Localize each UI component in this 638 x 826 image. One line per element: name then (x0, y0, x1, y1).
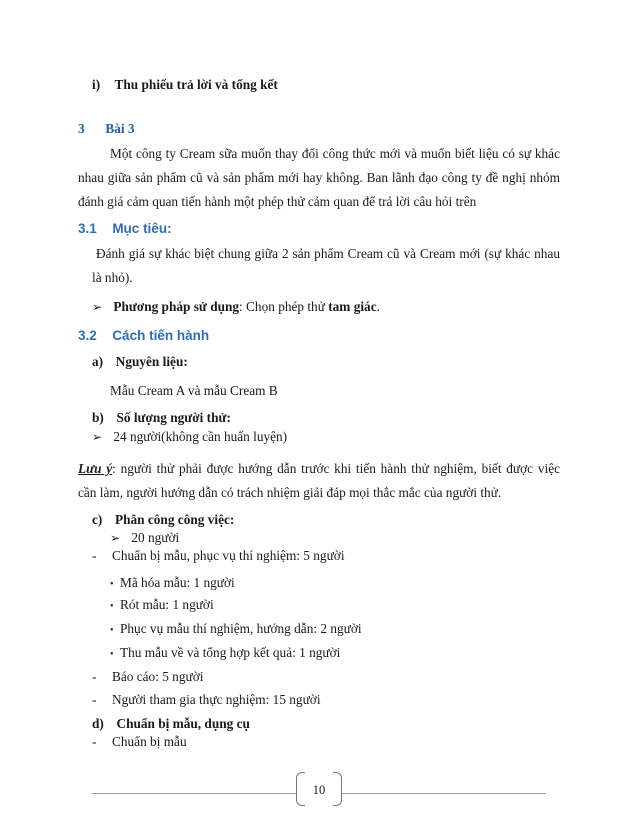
item-b-heading (92, 410, 231, 426)
item-c-total: 20 người (131, 530, 180, 545)
method-end: . (376, 299, 380, 314)
item-b-line (92, 429, 287, 445)
item-d-marker: d) (92, 716, 104, 731)
item-d-heading (92, 716, 250, 732)
dash-bullet: - (92, 669, 97, 684)
section-3-1-title: Mục tiêu: (112, 221, 172, 236)
objective-line-2: là nhỏ). (92, 270, 133, 285)
item-c-participants: Người tham gia thực nghiệm: 15 người (112, 692, 321, 707)
method-label: Phương pháp sử dụng (113, 299, 240, 314)
item-c-total-line (110, 530, 179, 546)
intro-line-3: đánh giá cảm quan tiến hành một phép thử cảm quan để trả lời câu hỏi trên (78, 194, 477, 209)
section-3-2-number: 3.2 (78, 328, 97, 343)
objective-line-1: Đánh giá sự khác biệt chung giữa 2 sản phẩm Cream cũ và Cream mới (sự khác nhau (96, 246, 560, 261)
arrow-bullet-icon: ➢ (92, 300, 103, 314)
page-number: 10 (312, 783, 326, 797)
section-3-2-heading (78, 328, 209, 344)
section-i-title: Thu phiếu trả lời và tổng kết (114, 77, 278, 92)
list-item-text: Mã hóa mẫu: 1 người (120, 575, 235, 590)
list-item (110, 645, 340, 663)
section-3-heading (78, 121, 135, 137)
section-3-1-number: 3.1 (78, 221, 97, 236)
dash-bullet: - (92, 548, 97, 563)
item-c-prep: Chuẩn bị mẫu, phục vụ thí nghiệm: 5 người (112, 548, 345, 563)
item-d-title: Chuẩn bị mẫu, dụng cụ (116, 716, 250, 731)
section-3-title: Bài 3 (105, 121, 135, 136)
section-i-heading (92, 77, 278, 93)
item-d-line (92, 734, 187, 750)
item-c-report-line (92, 669, 203, 685)
note-line-2: cần làm, người hướng dẫn có trách nhiệm giải đáp mọi thắc mắc của người thử. (78, 485, 502, 500)
item-c-heading (92, 512, 234, 528)
item-c-prep-line (92, 548, 345, 564)
arrow-bullet-icon: ➢ (92, 430, 103, 444)
item-a-title: Nguyên liệu: (115, 354, 188, 369)
item-c-participants-line (92, 692, 321, 708)
item-a-heading (92, 354, 188, 370)
dash-bullet: - (92, 692, 97, 707)
item-c-marker: c) (92, 512, 103, 527)
method-line (92, 299, 380, 315)
method-emph: tam giác (328, 299, 377, 314)
list-item (110, 621, 362, 639)
item-d-content: Chuẩn bị mẫu (112, 734, 187, 749)
item-b-content: 24 người(không cần huấn luyện) (113, 429, 288, 444)
list-item-text: Rót mẫu: 1 người (120, 597, 214, 612)
list-item (110, 597, 214, 615)
intro-line-2: nhau giữa sản phẩm cũ và sản phẩm mới hay không. Ban lãnh đạo công ty đề nghị nhóm (78, 170, 560, 185)
list-item-text: Phục vụ mẫu thí nghiệm, hướng dẫn: 2 người (120, 621, 362, 636)
list-item (110, 575, 235, 593)
list-item-text: Thu mẫu về và tổng hợp kết quả: 1 người (120, 645, 341, 660)
note-label: Lưu ý (78, 461, 113, 476)
bullet-dot-icon: • (110, 649, 114, 660)
intro-line-1: Một công ty Cream sữa muốn thay đổi công thức mới và muốn biết liệu có sự khác (110, 146, 560, 161)
arrow-bullet-icon: ➢ (110, 531, 121, 545)
item-b-title: Số lượng người thử: (116, 410, 231, 425)
dash-bullet: - (92, 734, 97, 749)
item-c-report: Báo cáo: 5 người (112, 669, 204, 684)
page-number-box (296, 772, 342, 806)
section-3-1-heading (78, 221, 172, 237)
item-a-marker: a) (92, 354, 104, 369)
section-3-2-title: Cách tiến hành (112, 328, 210, 343)
note-text-1: : người thử phải được hướng dẫn trước khi tiến hành thử nghiệm, biết được việc (112, 461, 560, 476)
method-text: : Chọn phép thử (239, 299, 329, 314)
bullet-dot-icon: • (110, 625, 114, 636)
item-a-content: Mẫu Cream A và mẫu Cream B (110, 383, 278, 398)
bullet-dot-icon: • (110, 601, 114, 612)
section-3-number: 3 (78, 121, 85, 136)
section-i-marker: i) (92, 77, 101, 92)
item-c-title: Phân công công việc: (115, 512, 235, 527)
item-b-marker: b) (92, 410, 104, 425)
bullet-dot-icon: • (110, 579, 114, 590)
note-line-1 (78, 461, 560, 477)
